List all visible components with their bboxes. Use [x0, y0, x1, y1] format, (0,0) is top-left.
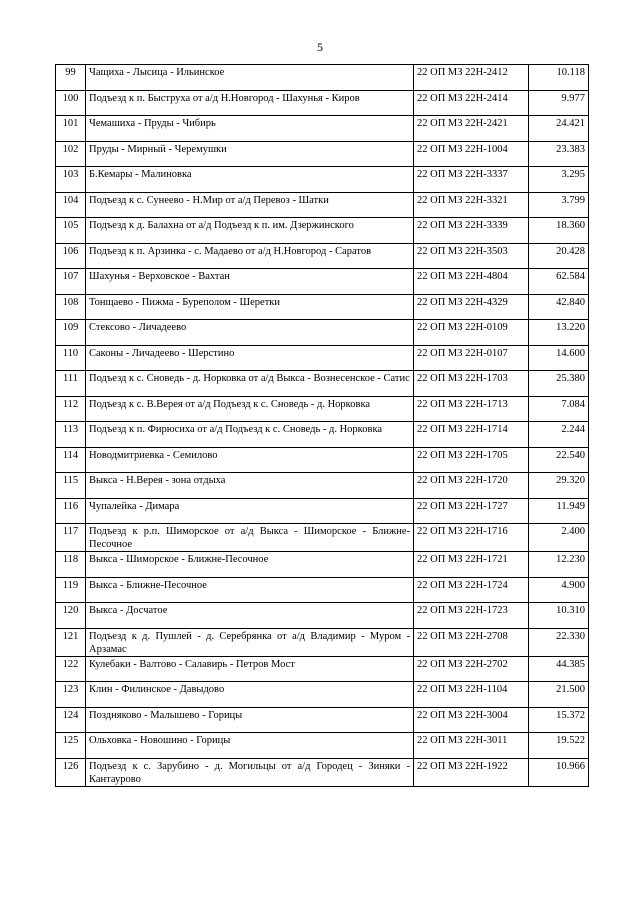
road-id-cell: 22 ОП МЗ 22Н-1703 [414, 371, 529, 397]
road-id-cell: 22 ОП МЗ 22Н-4329 [414, 294, 529, 320]
road-id-cell: 22 ОП МЗ 22Н-2702 [414, 656, 529, 682]
row-number-cell: 118 [56, 552, 86, 578]
road-length-cell: 25.380 [529, 371, 589, 397]
road-name-cell: Подъезд к д. Балахна от а/д Подъезд к п. им. Дзержинского [86, 218, 414, 244]
table-row [56, 498, 589, 524]
road-id-cell: 22 ОП МЗ 22Н-1716 [414, 524, 529, 552]
table-row [56, 141, 589, 167]
table-row [56, 628, 589, 656]
road-name-cell: Подъезд к д. Пушлей - д. Серебрянка от а/д Владимир - Муром - Арзамас [86, 628, 414, 656]
road-id-cell: 22 ОП МЗ 22Н-3011 [414, 733, 529, 759]
row-number-cell: 117 [56, 524, 86, 552]
road-id-cell: 22 ОП МЗ 22Н-1721 [414, 552, 529, 578]
roads-table-body [56, 65, 589, 787]
road-name-cell: Подъезд к с. Сунеево - Н.Мир от а/д Перевоз - Шатки [86, 192, 414, 218]
road-id-cell: 22 ОП МЗ 22Н-1705 [414, 447, 529, 473]
road-id-cell: 22 ОП МЗ 22Н-3503 [414, 243, 529, 269]
road-length-cell: 10.118 [529, 65, 589, 91]
row-number-cell: 115 [56, 473, 86, 499]
table-row [56, 603, 589, 629]
row-number-cell: 123 [56, 682, 86, 708]
road-id-cell: 22 ОП МЗ 22Н-1720 [414, 473, 529, 499]
road-length-cell: 44.385 [529, 656, 589, 682]
table-row [56, 90, 589, 116]
road-length-cell: 7.084 [529, 396, 589, 422]
road-name-cell: Чащиха - Лысица - Ильинское [86, 65, 414, 91]
road-length-cell: 2.244 [529, 422, 589, 448]
road-id-cell: 22 ОП МЗ 22Н-1723 [414, 603, 529, 629]
road-name-cell: Саконы - Личадеево - Шерстино [86, 345, 414, 371]
row-number-cell: 101 [56, 116, 86, 142]
road-length-cell: 29.320 [529, 473, 589, 499]
road-length-cell: 21.500 [529, 682, 589, 708]
road-length-cell: 19.522 [529, 733, 589, 759]
road-id-cell: 22 ОП МЗ 22Н-1922 [414, 758, 529, 786]
row-number-cell: 110 [56, 345, 86, 371]
page-number: 5 [317, 40, 323, 54]
row-number-cell: 99 [56, 65, 86, 91]
table-row [56, 192, 589, 218]
row-number-cell: 126 [56, 758, 86, 786]
road-id-cell: 22 ОП МЗ 22Н-1713 [414, 396, 529, 422]
road-name-cell: Клин - Филинское - Давыдово [86, 682, 414, 708]
road-length-cell: 20.428 [529, 243, 589, 269]
table-row [56, 320, 589, 346]
road-id-cell: 22 ОП МЗ 22Н-2421 [414, 116, 529, 142]
row-number-cell: 120 [56, 603, 86, 629]
road-name-cell: Выкса - Ближне-Песочное [86, 577, 414, 603]
table-row [56, 218, 589, 244]
road-id-cell: 22 ОП МЗ 22Н-1104 [414, 682, 529, 708]
row-number-cell: 121 [56, 628, 86, 656]
road-name-cell: Стексово - Личадеево [86, 320, 414, 346]
road-id-cell: 22 ОП МЗ 22Н-2708 [414, 628, 529, 656]
road-name-cell: Выкса - Шиморское - Ближне-Песочное [86, 552, 414, 578]
row-number-cell: 119 [56, 577, 86, 603]
road-length-cell: 9.977 [529, 90, 589, 116]
road-id-cell: 22 ОП МЗ 22Н-1724 [414, 577, 529, 603]
road-id-cell: 22 ОП МЗ 22Н-3339 [414, 218, 529, 244]
table-row [56, 116, 589, 142]
table-row [56, 243, 589, 269]
table-row [56, 65, 589, 91]
road-length-cell: 22.540 [529, 447, 589, 473]
road-name-cell: Кулебаки - Валтово - Салавирь - Петров Мост [86, 656, 414, 682]
road-name-cell: Чупалейка - Димара [86, 498, 414, 524]
table-row [56, 733, 589, 759]
road-id-cell: 22 ОП МЗ 22Н-1727 [414, 498, 529, 524]
row-number-cell: 103 [56, 167, 86, 193]
row-number-cell: 106 [56, 243, 86, 269]
table-row [56, 524, 589, 552]
road-length-cell: 24.421 [529, 116, 589, 142]
road-id-cell: 22 ОП МЗ 22Н-4804 [414, 269, 529, 295]
row-number-cell: 100 [56, 90, 86, 116]
table-row [56, 682, 589, 708]
road-length-cell: 11.949 [529, 498, 589, 524]
road-length-cell: 3.295 [529, 167, 589, 193]
row-number-cell: 124 [56, 707, 86, 733]
road-name-cell: Подъезд к с. Зарубино - д. Могильцы от а/д Городец - Зиняки - Кантаурово [86, 758, 414, 786]
road-length-cell: 18.360 [529, 218, 589, 244]
table-row [56, 294, 589, 320]
road-id-cell: 22 ОП МЗ 22Н-3004 [414, 707, 529, 733]
row-number-cell: 122 [56, 656, 86, 682]
road-id-cell: 22 ОП МЗ 22Н-1004 [414, 141, 529, 167]
road-id-cell: 22 ОП МЗ 22Н-2414 [414, 90, 529, 116]
table-row [56, 422, 589, 448]
table-row [56, 473, 589, 499]
road-length-cell: 62.584 [529, 269, 589, 295]
road-name-cell: Новодмитриевка - Семилово [86, 447, 414, 473]
table-row [56, 447, 589, 473]
road-id-cell: 22 ОП МЗ 22Н-3321 [414, 192, 529, 218]
road-length-cell: 13.220 [529, 320, 589, 346]
table-row [56, 656, 589, 682]
table-row [56, 552, 589, 578]
table-row [56, 269, 589, 295]
road-length-cell: 10.310 [529, 603, 589, 629]
row-number-cell: 105 [56, 218, 86, 244]
row-number-cell: 112 [56, 396, 86, 422]
road-name-cell: Подъезд к р.п. Шиморское от а/д Выкса - Шиморское - Ближне-Песочное [86, 524, 414, 552]
road-name-cell: Ольховка - Новошино - Горицы [86, 733, 414, 759]
road-name-cell: Выкса - Н.Верея - зона отдыха [86, 473, 414, 499]
road-name-cell: Подъезд к п. Арзинка - с. Мадаево от а/д Н.Новгород - Саратов [86, 243, 414, 269]
road-name-cell: Подъезд к с. В.Верея от а/д Подъезд к с. Сноведь - д. Норковка [86, 396, 414, 422]
road-name-cell: Б.Кемары - Малиновка [86, 167, 414, 193]
road-id-cell: 22 ОП МЗ 22Н-1714 [414, 422, 529, 448]
road-length-cell: 10.966 [529, 758, 589, 786]
row-number-cell: 109 [56, 320, 86, 346]
road-name-cell: Шахунья - Верховское - Вахтан [86, 269, 414, 295]
row-number-cell: 116 [56, 498, 86, 524]
row-number-cell: 107 [56, 269, 86, 295]
table-row [56, 707, 589, 733]
road-name-cell: Поздняково - Малышево - Горицы [86, 707, 414, 733]
road-name-cell: Подъезд к п. Быструха от а/д Н.Новгород - Шахунья - Киров [86, 90, 414, 116]
table-row [56, 371, 589, 397]
road-name-cell: Чемашиха - Пруды - Чибирь [86, 116, 414, 142]
row-number-cell: 108 [56, 294, 86, 320]
table-row [56, 577, 589, 603]
road-id-cell: 22 ОП МЗ 22Н-0109 [414, 320, 529, 346]
road-length-cell: 3.799 [529, 192, 589, 218]
road-name-cell: Выкса - Досчатое [86, 603, 414, 629]
table-row [56, 758, 589, 786]
road-length-cell: 4.900 [529, 577, 589, 603]
road-length-cell: 22.330 [529, 628, 589, 656]
road-length-cell: 2.400 [529, 524, 589, 552]
road-length-cell: 15.372 [529, 707, 589, 733]
road-length-cell: 14.600 [529, 345, 589, 371]
road-name-cell: Подъезд к с. Сноведь - д. Норковка от а/д Выкса - Вознесенское - Сатис [86, 371, 414, 397]
row-number-cell: 111 [56, 371, 86, 397]
road-id-cell: 22 ОП МЗ 22Н-2412 [414, 65, 529, 91]
table-row [56, 167, 589, 193]
road-name-cell: Пруды - Мирный - Черемушки [86, 141, 414, 167]
row-number-cell: 102 [56, 141, 86, 167]
road-name-cell: Подъезд к п. Фирюсиха от а/д Подъезд к с. Сноведь - д. Норковка [86, 422, 414, 448]
row-number-cell: 114 [56, 447, 86, 473]
row-number-cell: 125 [56, 733, 86, 759]
road-length-cell: 42.840 [529, 294, 589, 320]
road-id-cell: 22 ОП МЗ 22Н-3337 [414, 167, 529, 193]
table-row [56, 396, 589, 422]
roads-table [55, 64, 589, 787]
road-length-cell: 23.383 [529, 141, 589, 167]
road-id-cell: 22 ОП МЗ 22Н-0107 [414, 345, 529, 371]
row-number-cell: 113 [56, 422, 86, 448]
table-row [56, 345, 589, 371]
road-name-cell: Тонщаево - Пижма - Буреполом - Шеретки [86, 294, 414, 320]
road-length-cell: 12.230 [529, 552, 589, 578]
row-number-cell: 104 [56, 192, 86, 218]
